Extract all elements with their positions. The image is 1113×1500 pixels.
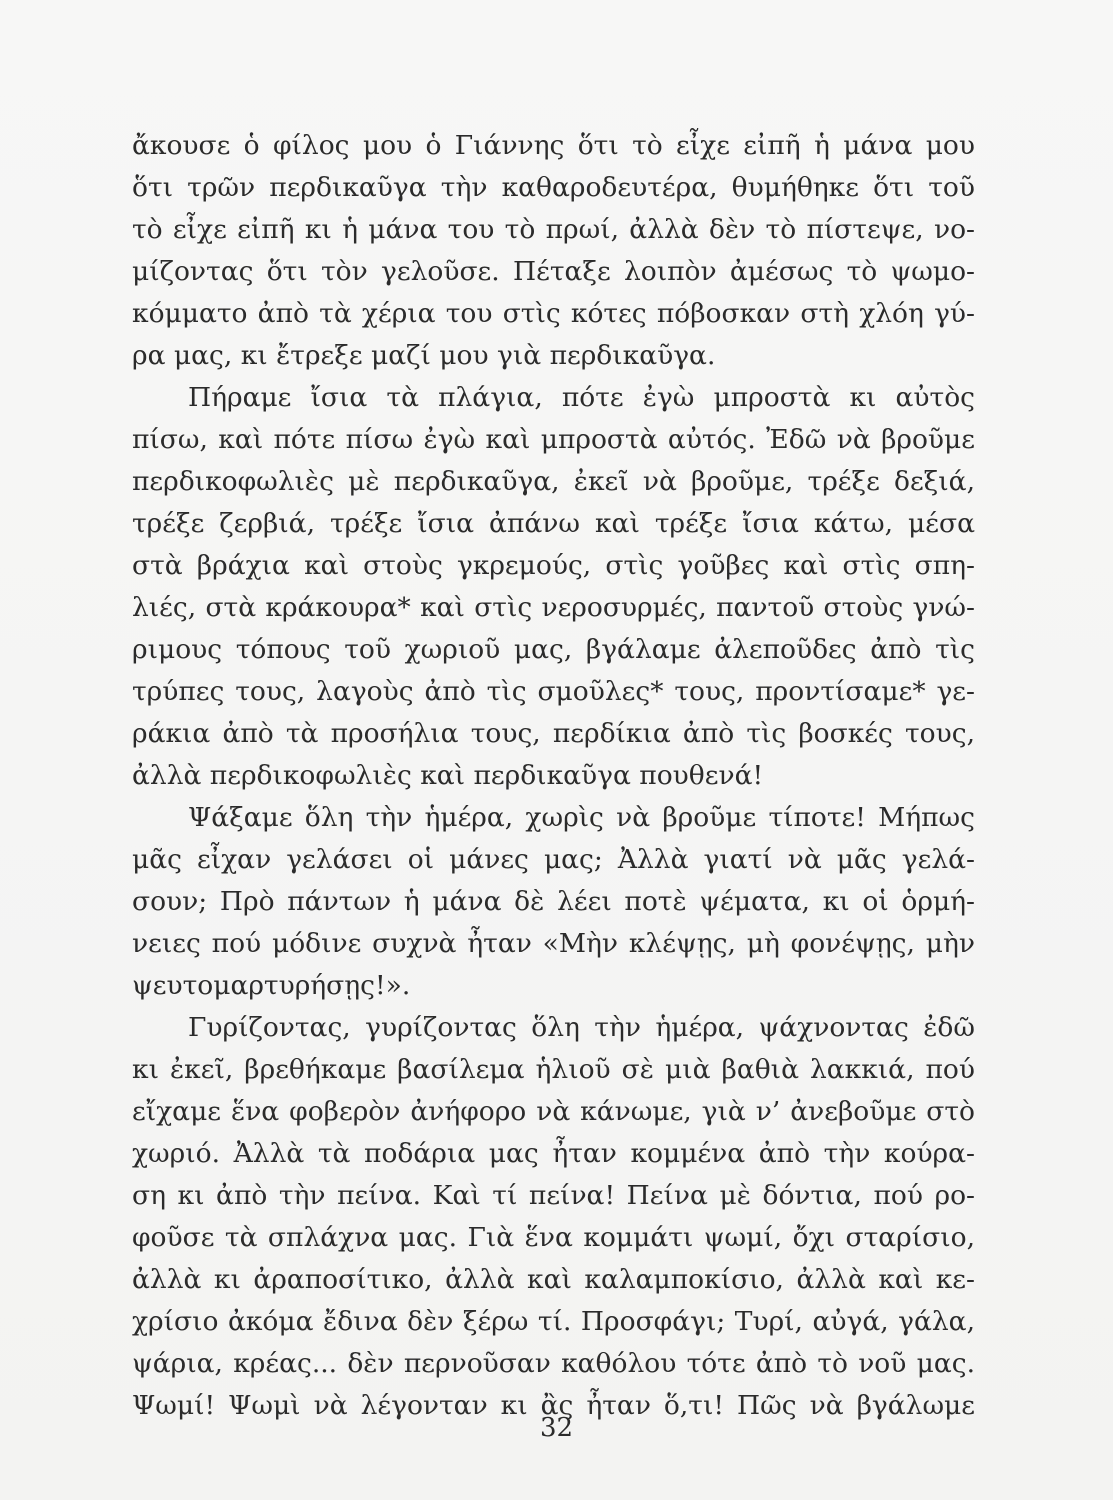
text-line: ράκια ἀπὸ τὰ προσήλια τους, περδίκια ἀπὸ τὶς βοσκές τους, — [132, 718, 975, 749]
text-line: φοῦσε τὰ σπλάχνα μας. Γιὰ ἕνα κομμάτι ψωμί, ὄχι σταρίσιο, — [132, 1222, 975, 1253]
text-line: κι ἐκεῖ, βρεθήκαμε βασίλεμα ἡλιοῦ σὲ μιὰ βαθιὰ λακκιά, πού — [132, 1054, 975, 1085]
text-line: ἄκουσε ὁ φίλος μου ὁ Γιάννης ὅτι τὸ εἶχε εἰπῆ ἡ μάνα μου — [132, 130, 975, 161]
text-line: στὰ βράχια καὶ στοὺς γκρεμούς, στὶς γοῦβες καὶ στὶς σπη- — [132, 550, 975, 581]
text-line: σουν; Πρὸ πάντων ἡ μάνα δὲ λέει ποτὲ ψέματα, κι οἱ ὁρμή- — [132, 886, 975, 917]
paragraph-start-line: Γυρίζοντας, γυρίζοντας ὅλη τὴν ἡμέρα, ψάχνοντας ἐδῶ — [188, 1012, 975, 1043]
text-line: μίζοντας ὅτι τὸν γελοῦσε. Πέταξε λοιπὸν ἀμέσως τὸ ψωμο- — [132, 256, 975, 287]
text-line: νειες πού μόδινε συχνὰ ἦταν «Μὴν κλέψῃς, μὴ φονέψῃς, μὴν — [132, 928, 975, 959]
text-line: ὅτι τρῶν περδικαῦγα τὴν καθαροδευτέρα, θυμήθηκε ὅτι τοῦ — [132, 172, 975, 203]
page-number: 32 — [539, 1413, 574, 1443]
text-line: ρα μας, κι ἔτρεξε μαζί μου γιὰ περδικαῦγα. — [132, 340, 716, 371]
text-line: λιές, στὰ κράκουρα* καὶ στὶς νεροσυρμές, παντοῦ στοὺς γνώ- — [132, 592, 975, 623]
paragraph-start-line: Πήραμε ἴσια τὰ πλάγια, πότε ἐγὼ μπροστὰ κι αὐτὸς — [188, 382, 975, 413]
text-line: εἴχαμε ἕνα φοβερὸν ἀνήφορο νὰ κάνωμε, γιὰ ν’ ἀνεβοῦμε στὸ — [132, 1096, 975, 1127]
body-text — [132, 125, 975, 1427]
text-line: κόμματο ἀπὸ τὰ χέρια του στὶς κότες πόβοσκαν στὴ χλόη γύ- — [132, 298, 975, 329]
text-line: πίσω, καὶ πότε πίσω ἐγὼ καὶ μπροστὰ αὐτός. Ἐδῶ νὰ βροῦμε — [132, 424, 975, 455]
text-line: ση κι ἀπὸ τὴν πείνα. Καὶ τί πείνα! Πείνα μὲ δόντια, πού ρο- — [132, 1180, 975, 1211]
text-line: ριμους τόπους τοῦ χωριοῦ μας, βγάλαμε ἀλεποῦδες ἀπὸ τὶς — [132, 634, 975, 665]
text-line: περδικοφωλιὲς μὲ περδικαῦγα, ἐκεῖ νὰ βροῦμε, τρέξε δεξιά, — [132, 466, 975, 497]
text-line: Ψωμί! Ψωμὶ νὰ λέγονταν κι ἂς ἦταν ὅ,τι! Πῶς νὰ βγάλωμε — [132, 1390, 975, 1421]
paragraph-start-line: Ψάξαμε ὅλη τὴν ἡμέρα, χωρὶς νὰ βροῦμε τίποτε! Μήπως — [188, 802, 975, 833]
text-line: χρίσιο ἀκόμα ἔδινα δὲν ξέρω τί. Προσφάγι; Τυρί, αὐγά, γάλα, — [132, 1306, 975, 1337]
text-line: τρέξε ζερβιά, τρέξε ἴσια ἀπάνω καὶ τρέξε ἴσια κάτω, μέσα — [132, 508, 975, 539]
text-line: χωριό. Ἀλλὰ τὰ ποδάρια μας ἦταν κομμένα ἀπὸ τὴν κούρα- — [132, 1138, 975, 1169]
text-line: τὸ εἶχε εἰπῆ κι ἡ μάνα του τὸ πρωί, ἀλλὰ δὲν τὸ πίστεψε, νο- — [132, 214, 975, 245]
text-line: τρύπες τους, λαγοὺς ἀπὸ τὶς σμοῦλες* τους, προντίσαμε* γε- — [132, 676, 975, 707]
text-line: ἀλλὰ περδικοφωλιὲς καὶ περδικαῦγα πουθενά! — [132, 760, 764, 791]
text-line: ψευτομαρτυρήσῃς!». — [132, 970, 411, 1001]
text-line: ψάρια, κρέας... δὲν περνοῦσαν καθόλου τότε ἀπὸ τὸ νοῦ μας. — [132, 1348, 975, 1379]
text-line: ἀλλὰ κι ἀραποσίτικο, ἀλλὰ καὶ καλαμποκίσιο, ἀλλὰ καὶ κε- — [132, 1264, 975, 1295]
text-line: μᾶς εἶχαν γελάσει οἱ μάνες μας; Ἀλλὰ γιατί νὰ μᾶς γελά- — [132, 844, 975, 875]
